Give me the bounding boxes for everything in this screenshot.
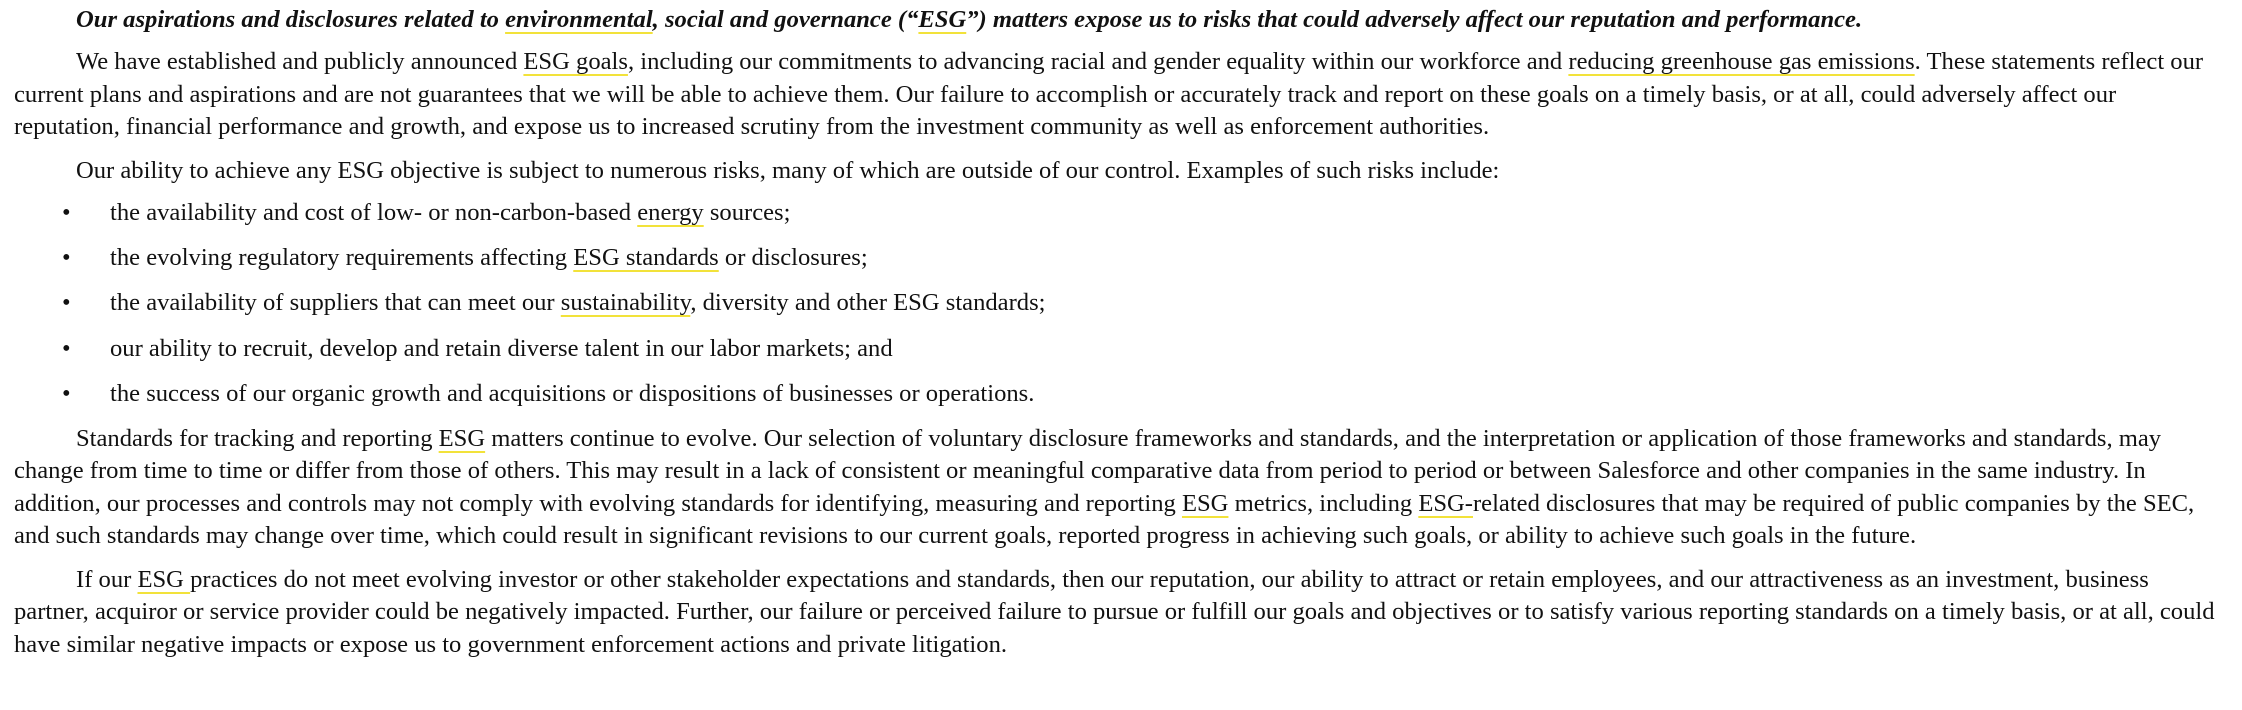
bullet-glyph: • — [62, 334, 71, 362]
p4-text-b: practices do not meet evolving investor or other stakeholder expectations and standards, then our reputation, our ability to attract or retain employees, and our attractiveness as an investment, business partner, acquiror or service provider could be negatively impacted. Further, our failure or perceived failure to pursue or fulfill our goals and objectives or to satisfy various reporting standards on a timely basis, or at all, could have similar negative impacts or expose us to government enforcement actions and private litigation. — [14, 565, 2215, 658]
bullet-text: or disclosures; — [718, 244, 868, 272]
list-item — [14, 242, 2226, 275]
p3-text-b: matters continue to evolve. Our selection of voluntary disclosure frameworks and standards, and the interpretation or application of those frameworks and standards, may change from time to time or differ from those of others. This may result in a lack of consistent or meaningful comparative data from period to period or between Salesforce and other companies in the same industry. In addition, our processes and controls may not comply with evolving standards for identifying, measuring and reporting — [14, 424, 2162, 517]
bullet-highlight-esg-standards: ESG standards — [573, 244, 719, 272]
bullet-glyph: • — [62, 199, 71, 226]
p1-text-c: . These statements reflect our current plans and aspirations and are not guarantees that we will be able to achieve them. Our failure to accomplish or accurately track and report on these goals on a timely basis, or at all, could adversely affect our reputation, financial performance and growth, and expose us to increased scrutiny from the investment community as well as enforcement authorities. — [14, 48, 2204, 140]
bullet-text: the availability of suppliers that can meet our — [110, 289, 561, 317]
paragraph-risk-intro — [14, 155, 2226, 188]
heading-highlight-esg: ESG — [918, 6, 967, 33]
bullet-glyph: • — [62, 379, 71, 407]
p3-highlight-esg: ESG — [438, 424, 486, 452]
p3-text-a: Standards for tracking and reporting — [76, 424, 439, 452]
bullet-text: our ability to recruit, develop and retain diverse talent in our labor markets; and — [110, 334, 893, 362]
section-heading — [14, 4, 2226, 36]
p1-text-a: We have established and publicly announced — [76, 48, 524, 75]
bullet-highlight-energy: energy — [637, 199, 704, 226]
heading-text-post: ”) matters expose us to risks that could adversely affect our reputation and performance. — [966, 6, 1863, 33]
p3-highlight-esg-related: ESG- — [1418, 489, 1473, 517]
bullet-text: the success of our organic growth and acquisitions or dispositions of businesses or operations. — [110, 379, 1035, 407]
heading-text-pre: Our aspirations and disclosures related to — [76, 6, 506, 33]
p1-highlight-esg-goals: ESG goals — [523, 48, 628, 75]
list-item — [14, 197, 2226, 230]
p4-text-a: If our — [76, 565, 138, 593]
paragraph-esg-practices — [14, 564, 2226, 662]
p1-text-b: , including our commitments to advancing racial and gender equality within our workforce and — [627, 48, 1569, 75]
list-item — [14, 287, 2226, 320]
paragraph-esg-goals — [14, 46, 2226, 144]
heading-text-mid: , social and governance (“ — [652, 6, 919, 33]
bullet-text: sources; — [703, 199, 791, 226]
bullet-text: the availability and cost of low- or non-carbon-based — [110, 199, 638, 226]
list-item — [14, 378, 2226, 411]
p3-text-c: metrics, including — [1228, 489, 1419, 517]
bullet-glyph: • — [62, 244, 71, 272]
heading-highlight-environmental: environmental — [505, 6, 653, 33]
bullet-text: , diversity and other ESG standards; — [690, 289, 1046, 317]
p3-text-d: related disclosures that may be required of public companies by the SEC, and such standards may change over time, which could result in significant revisions to our current goals, reported progress in achieving such goals, or ability to achieve such goals in the future. — [14, 489, 2195, 550]
bullet-highlight-sustainability: sustainability — [560, 289, 691, 317]
p2-text: Our ability to achieve any ESG objective is subject to numerous risks, many of which are outside of our control. Examples of such risks include: — [76, 156, 1500, 184]
list-item — [14, 333, 2226, 366]
bullet-glyph: • — [62, 289, 71, 317]
bullet-text: the evolving regulatory requirements affecting — [110, 244, 574, 272]
p4-highlight-esg: ESG — [137, 565, 191, 593]
risk-bullet-list — [14, 197, 2226, 410]
paragraph-esg-standards — [14, 423, 2226, 553]
p3-highlight-esg-metrics: ESG — [1181, 489, 1229, 517]
p1-highlight-emissions: reducing greenhouse gas emissions — [1568, 48, 1915, 75]
